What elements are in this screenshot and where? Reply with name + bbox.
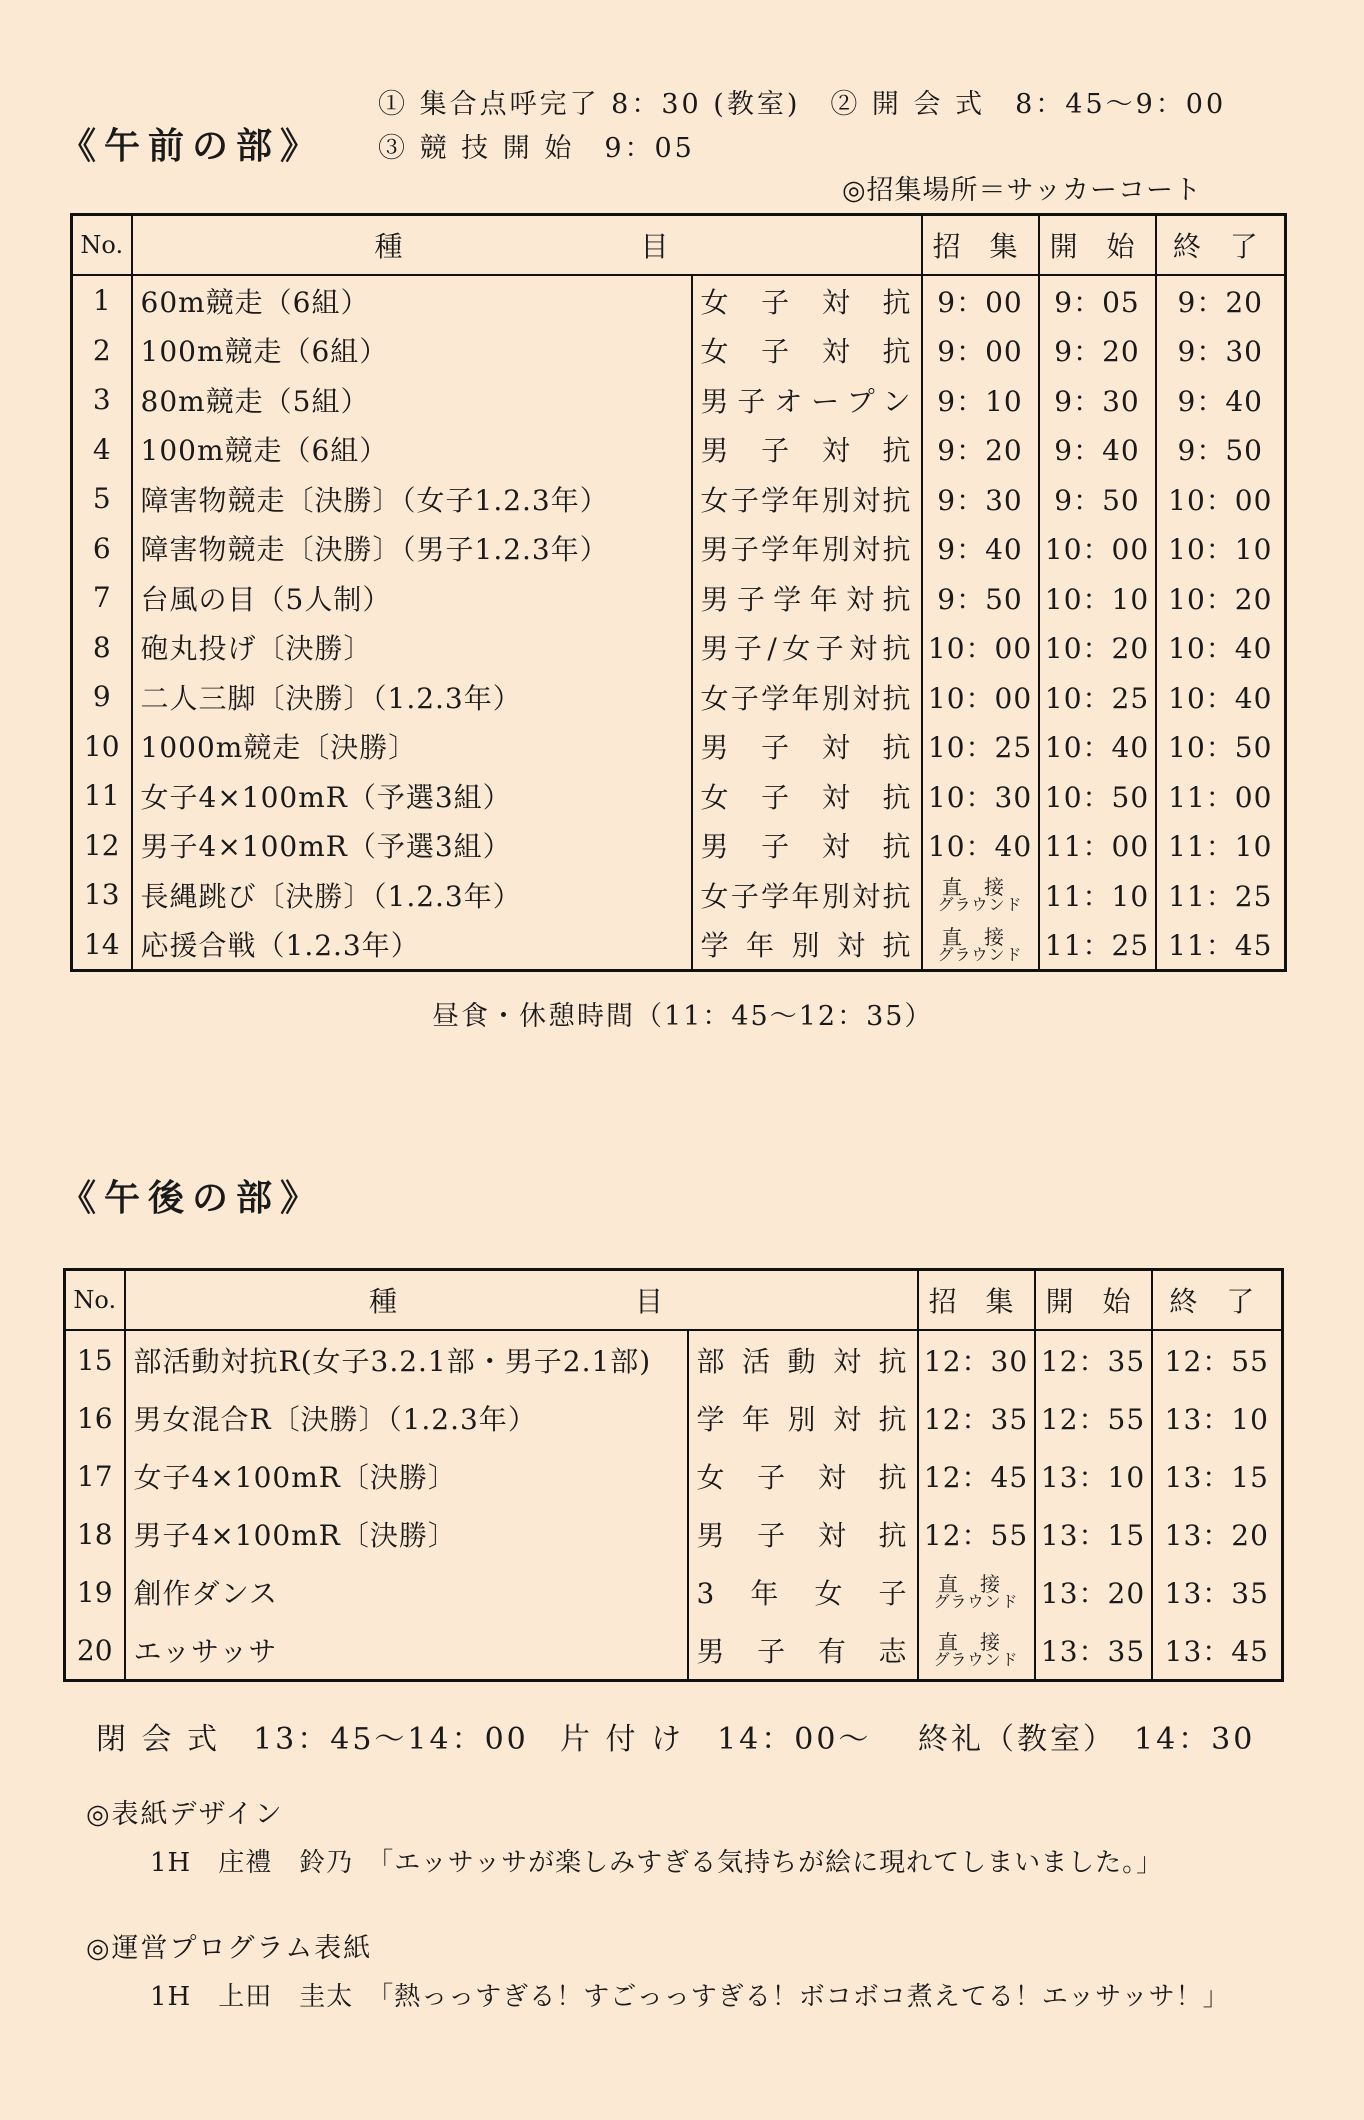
call-time: 9：50 (922, 573, 1039, 623)
direct-label-top: 直接 (942, 875, 1027, 899)
start-time: 11：10 (1039, 870, 1156, 920)
end-time: 11：10 (1168, 830, 1273, 864)
event-name: 60m競走（6組） (132, 275, 692, 326)
event-name: 長縄跳び〔決勝〕（1.2.3年） (132, 870, 692, 920)
end-time: 13：10 (1164, 1403, 1269, 1436)
dismissal: 終礼（教室） 14：30 (918, 1722, 1256, 1757)
start-time: 9：50 (1039, 474, 1156, 524)
table-row (72, 722, 1286, 772)
event-category: 男子対抗 (692, 425, 922, 475)
event-category: 男子対抗 (692, 821, 922, 871)
event-category: 男子/女子対抗 (692, 623, 922, 673)
event-number: 14 (72, 920, 132, 971)
header-call: 招 集 (922, 215, 1039, 276)
start-time: 13：15 (1035, 1505, 1152, 1563)
call-time: 12：30 (918, 1330, 1035, 1389)
end-time: 13：45 (1164, 1635, 1269, 1668)
table-row (72, 821, 1286, 871)
call-time: 10：00 (922, 623, 1039, 673)
start-time: 10：10 (1039, 573, 1156, 623)
table-row (72, 623, 1286, 673)
event-name: 男子4×100mR（予選3組） (132, 821, 692, 871)
event-name: 砲丸投げ〔決勝〕 (132, 623, 692, 673)
call-time: 10：25 (922, 722, 1039, 772)
call-time: 10：30 (922, 771, 1039, 821)
event-number: 8 (72, 623, 132, 673)
direct-label-top: 直接 (938, 1572, 1023, 1597)
header-no: No. (72, 215, 132, 276)
start-time: 9：20 (1039, 326, 1156, 376)
event-category: 女子学年別対抗 (692, 474, 922, 524)
call-time (922, 920, 1039, 971)
table-row (65, 1505, 1283, 1563)
start-time: 13：20 (1035, 1563, 1152, 1621)
event-category: 3年女子 (688, 1563, 918, 1621)
event-category: 学年別対抗 (692, 920, 922, 971)
end-time: 11：45 (1168, 929, 1273, 963)
event-name: 1000m競走〔決勝〕 (132, 722, 692, 772)
header-call: 招 集 (918, 1270, 1035, 1331)
event-number: 4 (72, 425, 132, 475)
end-time: 11：00 (1168, 780, 1273, 814)
direct-label-bottom: グラウンド (933, 1650, 1019, 1670)
table-row (65, 1621, 1283, 1681)
end-time: 9：40 (1177, 384, 1263, 418)
table-row (72, 275, 1286, 326)
cover-design-text: 1H 庄禮 鈴乃 「エッサッサが楽しみすぎる気持ちが絵に現れてしまいました。」 (150, 1848, 1164, 1878)
cover-design-heading: ◎表紙デザイン (86, 1799, 284, 1830)
event-category: 女子学年別対抗 (692, 672, 922, 722)
end-time: 10：40 (1168, 632, 1273, 666)
direct-to-ground-label (934, 877, 1026, 913)
table-header-row (72, 215, 1286, 276)
end-time: 10：10 (1168, 533, 1273, 567)
morning-schedule-table (70, 213, 1287, 972)
event-number: 17 (65, 1447, 125, 1505)
table-row (72, 425, 1286, 475)
program-cover-text: 1H 上田 圭太 「熱っっすぎる！すごっっすぎる！ボコボコ煮えてる！エッサッサ！」 (150, 1982, 1230, 2012)
event-category: 女子対抗 (692, 275, 922, 326)
start-time: 12：55 (1035, 1389, 1152, 1447)
table-row (65, 1563, 1283, 1621)
afternoon-title: 《午後の部》 (60, 1178, 325, 1219)
event-name: 女子4×100mR（予選3組） (132, 771, 692, 821)
event-category: 男子オープン (692, 375, 922, 425)
event-number: 13 (72, 870, 132, 920)
event-category: 男子学年別対抗 (692, 524, 922, 574)
event-category: 男子有志 (688, 1621, 918, 1681)
event-number: 7 (72, 573, 132, 623)
end-time: 10：50 (1168, 731, 1273, 765)
start-time: 13：35 (1035, 1621, 1152, 1681)
event-name: 80m競走（5組） (132, 375, 692, 425)
event-name: 応援合戦（1.2.3年） (132, 920, 692, 971)
event-category: 女子対抗 (688, 1447, 918, 1505)
direct-to-ground-label (930, 1574, 1022, 1610)
end-time: 10：40 (1168, 681, 1273, 715)
event-number: 1 (72, 275, 132, 326)
event-category: 部活動対抗 (688, 1330, 918, 1389)
table-row (72, 326, 1286, 376)
call-time: 10：00 (922, 672, 1039, 722)
table-row (72, 474, 1286, 524)
direct-label-bottom: グラウンド (937, 895, 1023, 914)
event-name: 男女混合R〔決勝〕（1.2.3年） (125, 1389, 688, 1447)
end-time: 13：35 (1164, 1577, 1269, 1610)
start-time: 10：50 (1039, 771, 1156, 821)
morning-info-line1: ① 集合点呼完了 8：30 (教室) ② 開 会 式 8：45〜9：00 (378, 89, 1227, 120)
event-number: 18 (65, 1505, 125, 1563)
event-number: 2 (72, 326, 132, 376)
end-time: 11：25 (1168, 879, 1273, 913)
cleanup: 片 付 け 14：00〜 (560, 1722, 872, 1757)
event-number: 6 (72, 524, 132, 574)
table-row (72, 870, 1286, 920)
table-row (72, 672, 1286, 722)
start-time: 10：00 (1039, 524, 1156, 574)
call-time (918, 1621, 1035, 1681)
call-time: 9：20 (922, 425, 1039, 475)
direct-label-top: 直接 (938, 1630, 1023, 1655)
start-time: 12：35 (1035, 1330, 1152, 1389)
end-time: 9：50 (1177, 434, 1263, 468)
call-time (922, 870, 1039, 920)
header-end: 終 了 (1152, 1270, 1283, 1331)
event-category: 女子対抗 (692, 771, 922, 821)
direct-label-top: 直接 (942, 924, 1027, 949)
event-category: 男子対抗 (688, 1505, 918, 1563)
event-name: 障害物競走〔決勝〕（女子1.2.3年） (132, 474, 692, 524)
start-time: 9：40 (1039, 425, 1156, 475)
morning-info-line2: ③ 競 技 開 始 9：05 (378, 133, 695, 164)
event-name: 女子4×100mR〔決勝〕 (125, 1447, 688, 1505)
afternoon-schedule-table (63, 1268, 1284, 1682)
event-name: 100m競走（6組） (132, 326, 692, 376)
header-start: 開 始 (1035, 1270, 1152, 1331)
call-time: 9：30 (922, 474, 1039, 524)
event-name: 男子4×100mR〔決勝〕 (125, 1505, 688, 1563)
header-no: No. (65, 1270, 125, 1331)
end-time: 9：30 (1177, 335, 1263, 369)
call-time: 9：00 (922, 275, 1039, 326)
event-name: 障害物競走〔決勝〕（男子1.2.3年） (132, 524, 692, 574)
start-time: 10：20 (1039, 623, 1156, 673)
event-number: 11 (72, 771, 132, 821)
end-time: 10：20 (1168, 582, 1273, 616)
header-event: 種 目 (125, 1270, 918, 1331)
event-category: 学年別対抗 (688, 1389, 918, 1447)
start-time: 10：25 (1039, 672, 1156, 722)
program-cover-heading: ◎運営プログラム表紙 (86, 1933, 373, 1964)
table-row (72, 573, 1286, 623)
event-number: 19 (65, 1563, 125, 1621)
direct-label-bottom: グラウンド (937, 944, 1023, 964)
event-name: 創作ダンス (125, 1563, 688, 1621)
event-number: 12 (72, 821, 132, 871)
start-time: 9：05 (1039, 275, 1156, 326)
table-row (72, 524, 1286, 574)
start-time: 9：30 (1039, 375, 1156, 425)
event-category: 女子対抗 (692, 326, 922, 376)
event-number: 3 (72, 375, 132, 425)
call-time: 9：40 (922, 524, 1039, 574)
event-number: 9 (72, 672, 132, 722)
lunch-break: 昼食・休憩時間（11：45〜12：35） (432, 1001, 934, 1032)
call-time: 12：45 (918, 1447, 1035, 1505)
header-start: 開 始 (1039, 215, 1156, 276)
event-number: 15 (65, 1330, 125, 1389)
event-name: 部活動対抗R(女子3.2.1部・男子2.1部) (125, 1330, 688, 1389)
call-time: 12：55 (918, 1505, 1035, 1563)
end-time: 13：20 (1164, 1519, 1269, 1552)
end-time: 9：20 (1177, 285, 1263, 319)
event-number: 16 (65, 1389, 125, 1447)
event-name: 二人三脚〔決勝〕（1.2.3年） (132, 672, 692, 722)
event-category: 男子対抗 (692, 722, 922, 772)
table-row (72, 771, 1286, 821)
table-row (65, 1389, 1283, 1447)
call-time (918, 1563, 1035, 1621)
closing-ceremony: 閉 会 式 13：45〜14：00 (96, 1722, 529, 1757)
table-row (72, 375, 1286, 425)
call-time: 12：35 (918, 1389, 1035, 1447)
event-number: 20 (65, 1621, 125, 1681)
morning-title: 《午前の部》 (60, 126, 325, 167)
event-name: 100m競走（6組） (132, 425, 692, 475)
table-header-row (65, 1270, 1283, 1331)
call-time: 9：00 (922, 326, 1039, 376)
end-time: 10：00 (1168, 483, 1273, 517)
event-name: エッサッサ (125, 1621, 688, 1681)
start-time: 13：10 (1035, 1447, 1152, 1505)
direct-to-ground-label (930, 1632, 1022, 1668)
end-time: 13：15 (1164, 1461, 1269, 1494)
table-row (65, 1330, 1283, 1389)
gathering-place: ◎招集場所＝サッカーコート (842, 175, 1203, 206)
table-row (65, 1447, 1283, 1505)
start-time: 11：00 (1039, 821, 1156, 871)
event-name: 台風の目（5人制） (132, 573, 692, 623)
call-time: 10：40 (922, 821, 1039, 871)
event-category: 女子学年別対抗 (692, 870, 922, 920)
direct-to-ground-label (934, 924, 1027, 964)
start-time: 10：40 (1039, 722, 1156, 772)
event-number: 10 (72, 722, 132, 772)
event-category: 男子学年対抗 (692, 573, 922, 623)
header-event: 種 目 (132, 215, 922, 276)
header-end: 終 了 (1156, 215, 1286, 276)
end-time: 12：55 (1164, 1345, 1269, 1378)
direct-label-bottom: グラウンド (933, 1592, 1019, 1612)
table-row (72, 920, 1286, 971)
event-number: 5 (72, 474, 132, 524)
start-time: 11：25 (1039, 920, 1156, 971)
call-time: 9：10 (922, 375, 1039, 425)
